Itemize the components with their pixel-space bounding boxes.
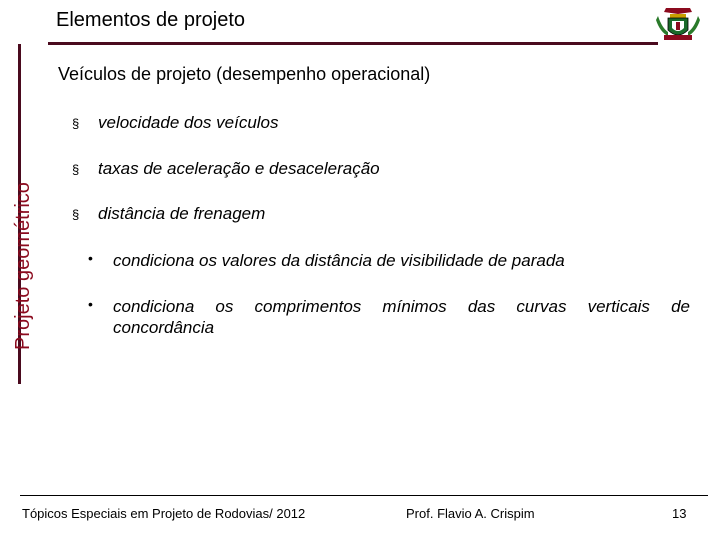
list-item-text: distância de frenagem bbox=[98, 204, 266, 223]
square-bullet-icon: § bbox=[72, 162, 80, 177]
sub-list-item bbox=[88, 250, 690, 271]
sub-list-item-text: condiciona os comprimentos mínimos das curvas verticais de bbox=[113, 297, 690, 316]
square-bullet-icon: § bbox=[72, 207, 80, 222]
list-item-text: taxas de aceleração e desaceleração bbox=[98, 159, 380, 178]
slide-subtitle: Veículos de projeto (desempenho operacional) bbox=[58, 64, 431, 84]
header-divider bbox=[48, 42, 658, 45]
side-section-label: Projeto geométrico bbox=[12, 182, 34, 350]
sub-list-item bbox=[88, 296, 690, 338]
footer-divider bbox=[20, 495, 708, 496]
page-number: 13 bbox=[672, 506, 687, 521]
footer-author: Prof. Flavio A. Crispim bbox=[406, 506, 535, 521]
university-crest-icon bbox=[652, 2, 704, 44]
square-bullet-icon: § bbox=[72, 116, 80, 131]
dot-bullet-icon: • bbox=[88, 296, 93, 312]
footer-course: Tópicos Especiais em Projeto de Rodovias/ 2012 bbox=[22, 506, 306, 521]
dot-bullet-icon: • bbox=[88, 250, 93, 266]
list-item bbox=[72, 113, 279, 133]
sub-list-item-text: condiciona os valores da distância de visibilidade de parada bbox=[113, 251, 565, 270]
list-item-text: velocidade dos veículos bbox=[98, 113, 279, 132]
list-item bbox=[72, 204, 265, 224]
sub-list-item-text-continued: concordância bbox=[113, 318, 215, 337]
list-item bbox=[72, 159, 380, 179]
page-title: Elementos de projeto bbox=[56, 9, 246, 31]
